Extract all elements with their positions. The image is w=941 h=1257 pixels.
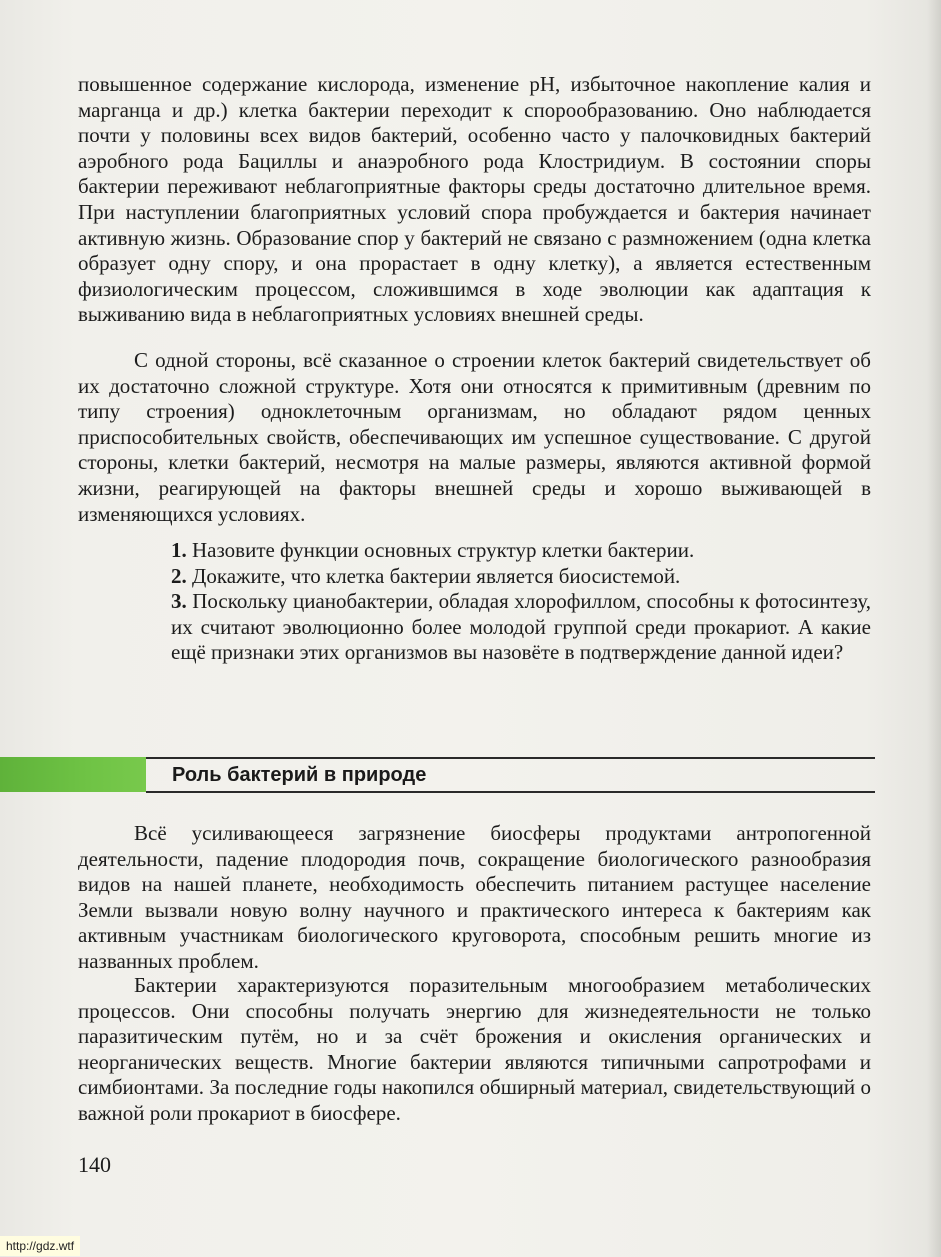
paragraph-structure-summary — [78, 348, 871, 527]
source-watermark[interactable]: http://gdz.wtf — [0, 1236, 80, 1256]
paragraph-pollution-interest — [78, 821, 871, 975]
review-questions-list — [171, 538, 871, 666]
paragraph-text: повышенное содержание кислорода, изменение рН, избыточное накопление калия и марганца и др.) клетка бактерии переходит к спорообразованию. Оно наблюдается почти у половины всех видов бактерий, особенно часто у палочковидных бактерий аэробного рода Бациллы и анаэробного рода Клостридиум. В состоянии споры бактерии переживают неблагоприятные факторы среды достаточно длительное время. При наступлении благоприятных условий спора пробуждается и бактерия начинает активную жизнь. Образование спор у бактерий не связано с размножением (одна клетка образует одну спору, и она прорастает в одну клетку), а является естественным физиологическим процессом, сложившимся в ходе эволюции как адаптация к выживанию вида в неблагоприятных условиях внешней среды. — [78, 72, 871, 327]
question-text: Докажите, что клетка бактерии является биосистемой. — [192, 563, 681, 588]
question-item — [171, 564, 871, 590]
paragraph-spore-formation — [78, 72, 871, 328]
page-edge-shadow — [927, 0, 941, 1257]
question-number: 3. — [171, 589, 187, 614]
paragraph-metabolism — [78, 973, 871, 1127]
section-heading: Роль бактерий в природе — [172, 764, 427, 786]
section-rule-bottom — [146, 791, 875, 793]
question-number: 2. — [171, 563, 187, 588]
section-rule-top — [146, 757, 875, 759]
question-item — [171, 589, 871, 666]
section-accent-bar — [0, 757, 146, 792]
question-text: Назовите функции основных структур клетки бактерии. — [192, 538, 695, 562]
paragraph-text: С одной стороны, всё сказанное о строении клеток бактерий свидетельствует об их достаточно сложной структуре. Хотя они относятся к примитивным (древним по типу строения) одноклеточным организмам, но обладают рядом ценных приспособительных свойств, обеспечивающих им успешное существование. С другой стороны, клетки бактерий, несмотря на малые размеры, являются активной формой жизни, реагирующей на факторы внешней среды и хорошо выживающей в изменяющихся условиях. — [78, 348, 871, 526]
page-number: 140 — [78, 1152, 111, 1177]
paragraph-text: Бактерии характеризуются поразительным многообразием метаболических процессов. Они способны получать энергию для жизнедеятельности не только паразитическим путём, но и за счёт брожения и окисления органических и неорганических веществ. Многие бактерии являются типичными сапротрофами и симбионтами. За последние годы накопился обширный материал, свидетельствующий о важной роли прокариот в биосфере. — [78, 973, 871, 1125]
paragraph-text: Всё усиливающееся загрязнение биосферы продуктами антропогенной деятельности, падение плодородия почв, сокращение биологического разнообразия видов на нашей планете, необходимость обеспечить питанием растущее население Земли вызвали новую волну научного и практического интереса к бактериям как активным участникам биологического круговорота, способным решить многие из названных проблем. — [78, 821, 871, 973]
question-item — [171, 538, 871, 564]
question-number: 1. — [171, 538, 187, 562]
question-text: Поскольку цианобактерии, обладая хлорофиллом, способны к фотосинтезу, их считают эволюционно более молодой группой среди прокариот. А какие ещё признаки этих организмов вы назовёте в подтверждение данной идеи? — [171, 589, 871, 665]
